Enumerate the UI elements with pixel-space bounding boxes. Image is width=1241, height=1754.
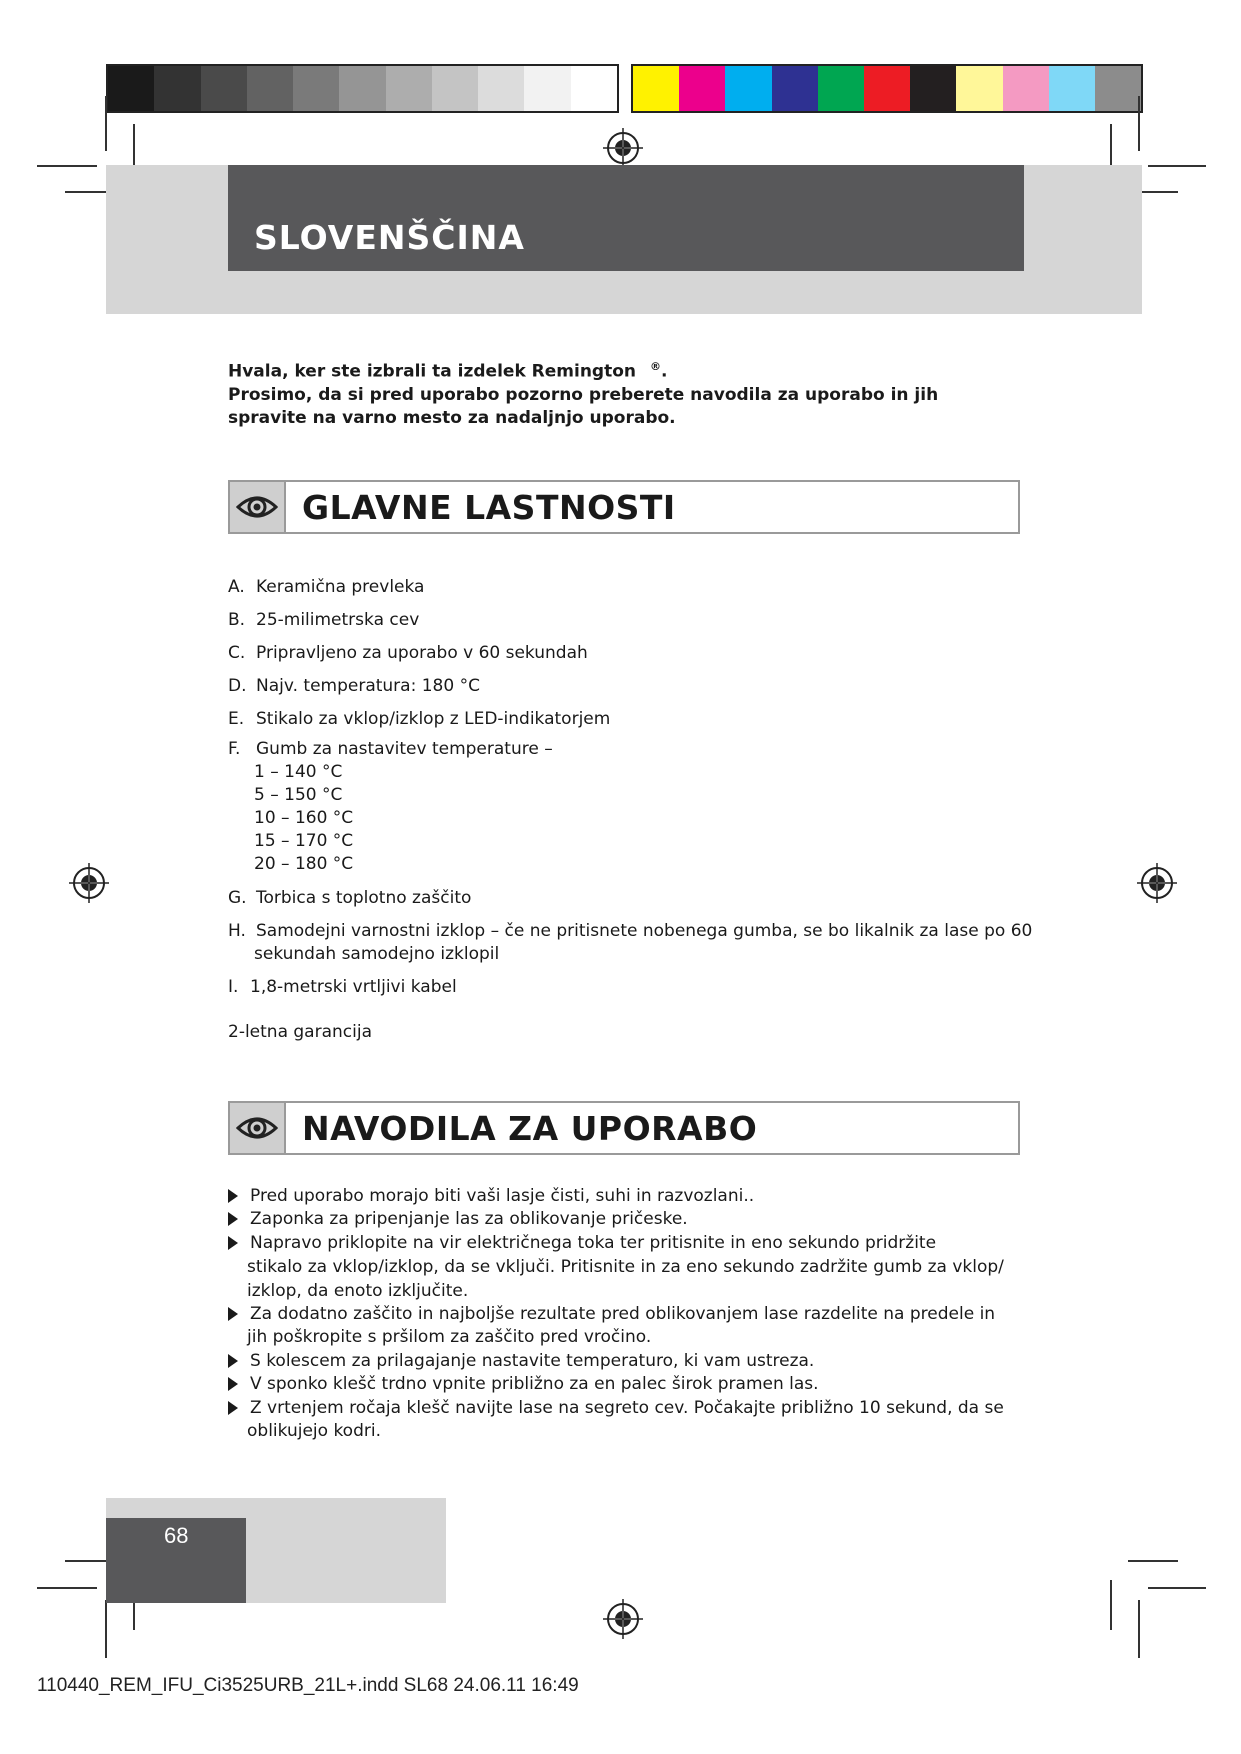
feature-text: Najv. temperatura: 180 °C bbox=[256, 676, 480, 696]
temperature-setting: 1 – 140 °C bbox=[254, 762, 343, 782]
crop-mark bbox=[1148, 1587, 1206, 1589]
color-swatch bbox=[818, 66, 864, 111]
crop-mark bbox=[1138, 1600, 1140, 1658]
feature-key: I. bbox=[228, 977, 239, 997]
color-swatch bbox=[864, 66, 910, 111]
feature-text: Samodejni varnostni izklop – če ne pritisnete nobenega gumba, se bo likalnik za lase po 60 bbox=[256, 921, 1033, 941]
crop-mark bbox=[105, 1600, 107, 1658]
color-swatch bbox=[524, 66, 570, 111]
feature-text: 25-milimetrska cev bbox=[256, 610, 420, 630]
feature-text: Stikalo za vklop/izklop z LED-indikatorjem bbox=[256, 709, 611, 729]
instruction-text: Zaponka za pripenjanje las za oblikovanje pričeske. bbox=[250, 1209, 688, 1229]
feature-text: Gumb za nastavitev temperature – bbox=[256, 739, 553, 759]
registered-mark: ® bbox=[650, 360, 662, 373]
feature-item bbox=[228, 921, 1032, 941]
instruction-text: Z vrtenjem ročaja klešč navijte lase na segreto cev. Počakajte približno 10 sekund, da se bbox=[250, 1398, 1004, 1418]
feature-item bbox=[228, 709, 610, 729]
color-swatch bbox=[571, 66, 617, 111]
color-swatch bbox=[247, 66, 293, 111]
feature-text-continued: sekundah samodejno izklopil bbox=[254, 944, 500, 964]
registration-mark-icon bbox=[601, 126, 645, 170]
intro-text bbox=[228, 355, 1048, 430]
eye-icon bbox=[230, 482, 286, 532]
instruction-item bbox=[228, 1209, 688, 1229]
color-swatch bbox=[154, 66, 200, 111]
color-swatch bbox=[910, 66, 956, 111]
intro-line-1-end: . bbox=[661, 361, 668, 382]
intro-line-3: spravite na varno mesto za nadaljnjo uporabo. bbox=[228, 407, 676, 428]
feature-item bbox=[228, 977, 457, 997]
registration-mark-icon bbox=[601, 1597, 645, 1641]
registration-mark-icon bbox=[67, 861, 111, 905]
crop-mark bbox=[37, 1587, 97, 1589]
temperature-setting: 10 – 160 °C bbox=[254, 808, 354, 828]
instruction-text: Pred uporabo morajo biti vaši lasje čisti, suhi in razvozlani.. bbox=[250, 1186, 755, 1206]
bullet-arrow-icon bbox=[228, 1212, 238, 1226]
feature-key: E. bbox=[228, 709, 245, 729]
color-swatch bbox=[772, 66, 818, 111]
color-swatch bbox=[679, 66, 725, 111]
instruction-text-continued: jih poškropite s pršilom za zaščito pred vročino. bbox=[247, 1327, 652, 1347]
grayscale-color-bar bbox=[106, 64, 619, 113]
feature-key: F. bbox=[228, 739, 241, 759]
bullet-arrow-icon bbox=[228, 1236, 238, 1250]
temperature-setting: 15 – 170 °C bbox=[254, 831, 354, 851]
print-slug: 110440_REM_IFU_Ci3525URB_21L+.indd SL68 24.06.11 16:49 bbox=[37, 1675, 579, 1696]
feature-key: H. bbox=[228, 921, 246, 941]
feature-key: A. bbox=[228, 577, 245, 597]
color-swatch bbox=[1095, 66, 1141, 111]
intro-line-2: Prosimo, da si pred uporabo pozorno preberete navodila za uporabo in jih bbox=[228, 384, 939, 405]
feature-item bbox=[228, 610, 419, 630]
warranty-text: 2-letna garancija bbox=[228, 1022, 372, 1042]
bullet-arrow-icon bbox=[228, 1377, 238, 1391]
temperature-setting: 20 – 180 °C bbox=[254, 854, 354, 874]
process-color-bar bbox=[631, 64, 1143, 113]
feature-key: G. bbox=[228, 888, 247, 908]
section-title: GLAVNE LASTNOSTI bbox=[302, 488, 676, 527]
instruction-text: Za dodatno zaščito in najboljše rezultate pred oblikovanjem lase razdelite na predele in bbox=[250, 1304, 996, 1324]
intro-line-1: Hvala, ker ste izbrali ta izdelek Remington bbox=[228, 361, 637, 382]
color-swatch bbox=[478, 66, 524, 111]
color-swatch bbox=[201, 66, 247, 111]
section-header-features bbox=[228, 480, 1020, 534]
crop-mark bbox=[37, 165, 97, 167]
eye-icon bbox=[230, 1103, 286, 1153]
instruction-item bbox=[228, 1374, 819, 1394]
instruction-item bbox=[228, 1233, 936, 1253]
instruction-item bbox=[228, 1304, 995, 1324]
section-header-instructions bbox=[228, 1101, 1020, 1155]
bullet-arrow-icon bbox=[228, 1401, 238, 1415]
crop-mark bbox=[105, 96, 107, 151]
instruction-text-continued: stikalo za vklop/izklop, da se vključi. Pritisnite in za eno sekundo zadržite gumb za vklop/ bbox=[247, 1257, 1004, 1277]
instruction-text: S kolescem za prilagajanje nastavite temperaturo, ki vam ustreza. bbox=[250, 1351, 815, 1371]
feature-key: D. bbox=[228, 676, 247, 696]
bullet-arrow-icon bbox=[228, 1307, 238, 1321]
instruction-item bbox=[228, 1398, 1004, 1418]
crop-mark bbox=[1148, 165, 1206, 167]
page-number: 68 bbox=[164, 1523, 189, 1548]
color-swatch bbox=[633, 66, 679, 111]
color-swatch bbox=[956, 66, 1002, 111]
feature-text: Keramična prevleka bbox=[256, 577, 425, 597]
feature-text: Pripravljeno za uporabo v 60 sekundah bbox=[256, 643, 588, 663]
instruction-item bbox=[228, 1186, 754, 1206]
color-swatch bbox=[1049, 66, 1095, 111]
bullet-arrow-icon bbox=[228, 1189, 238, 1203]
instruction-text-continued: izklop, da enoto izključite. bbox=[247, 1281, 469, 1301]
color-swatch bbox=[293, 66, 339, 111]
color-swatch bbox=[108, 66, 154, 111]
feature-key: C. bbox=[228, 643, 246, 663]
feature-item bbox=[228, 739, 553, 759]
instruction-text: Napravo priklopite na vir električnega toka ter pritisnite in eno sekundo pridržite bbox=[250, 1233, 937, 1253]
crop-mark bbox=[1138, 96, 1140, 151]
feature-text: 1,8-metrski vrtljivi kabel bbox=[250, 977, 457, 997]
registration-mark-icon bbox=[1135, 861, 1179, 905]
temperature-setting: 5 – 150 °C bbox=[254, 785, 343, 805]
crop-mark bbox=[1128, 1560, 1178, 1562]
color-swatch bbox=[1003, 66, 1049, 111]
color-swatch bbox=[386, 66, 432, 111]
instruction-text-continued: oblikujejo kodri. bbox=[247, 1421, 381, 1441]
page-title: SLOVENŠČINA bbox=[254, 218, 525, 257]
instruction-text: V sponko klešč trdno vpnite približno za en palec širok pramen las. bbox=[250, 1374, 819, 1394]
color-swatch bbox=[432, 66, 478, 111]
instruction-item bbox=[228, 1351, 814, 1371]
color-swatch bbox=[725, 66, 771, 111]
crop-mark bbox=[1110, 1580, 1112, 1630]
feature-item bbox=[228, 643, 588, 663]
feature-text: Torbica s toplotno zaščito bbox=[256, 888, 472, 908]
section-title: NAVODILA ZA UPORABO bbox=[302, 1109, 758, 1148]
feature-key: B. bbox=[228, 610, 246, 630]
bullet-arrow-icon bbox=[228, 1354, 238, 1368]
color-swatch bbox=[339, 66, 385, 111]
feature-item bbox=[228, 676, 480, 696]
feature-item bbox=[228, 888, 471, 908]
feature-item bbox=[228, 577, 424, 597]
